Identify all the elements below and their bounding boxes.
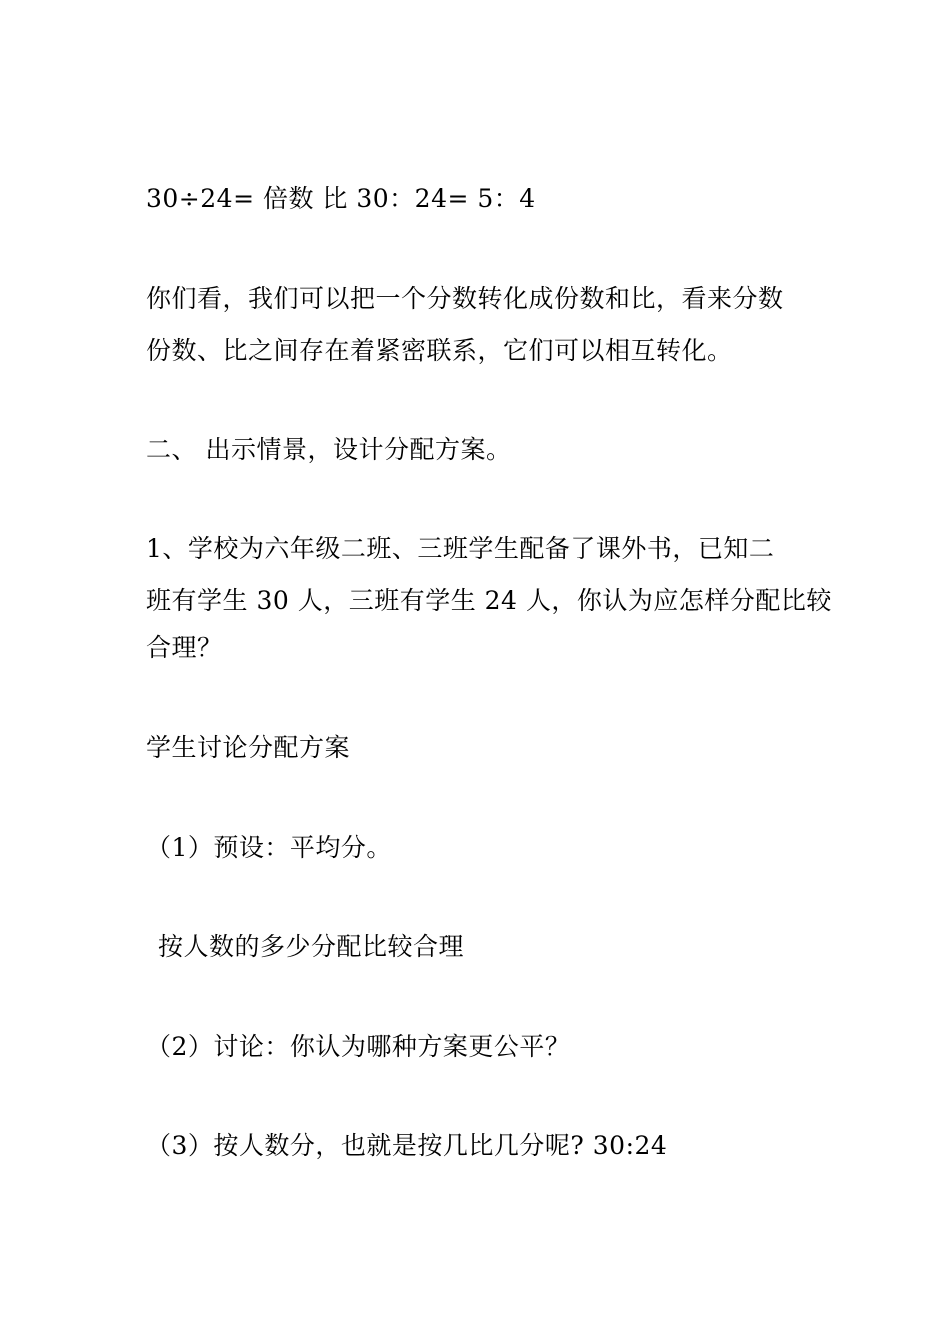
problem-line: 1、学校为六年级二班、三班学生配备了课外书，已知二 bbox=[146, 534, 775, 563]
list-item: （3）按人数分，也就是按几比几分呢? 30:24 bbox=[146, 1131, 668, 1160]
section-heading: 二、 出示情景，设计分配方案。 bbox=[146, 435, 512, 464]
discussion-heading: 学生讨论分配方案 bbox=[146, 733, 351, 762]
list-note: 按人数的多少分配比较合理 bbox=[158, 932, 465, 961]
equation-line: 30÷24= 倍数 比 30：24= 5：4 bbox=[146, 184, 536, 213]
list-item: （1）预设：平均分。 bbox=[146, 833, 392, 862]
paragraph-line: 份数、比之间存在着紧密联系，它们可以相互转化。 bbox=[146, 336, 733, 365]
problem-line: 班有学生 30 人，三班有学生 24 人，你认为应怎样分配比较 bbox=[146, 586, 832, 615]
paragraph-line: 你们看，我们可以把一个分数转化成份数和比，看来分数 bbox=[146, 284, 784, 313]
problem-line: 合理？ bbox=[146, 633, 223, 662]
list-item: （2）讨论：你认为哪种方案更公平？ bbox=[146, 1032, 571, 1061]
